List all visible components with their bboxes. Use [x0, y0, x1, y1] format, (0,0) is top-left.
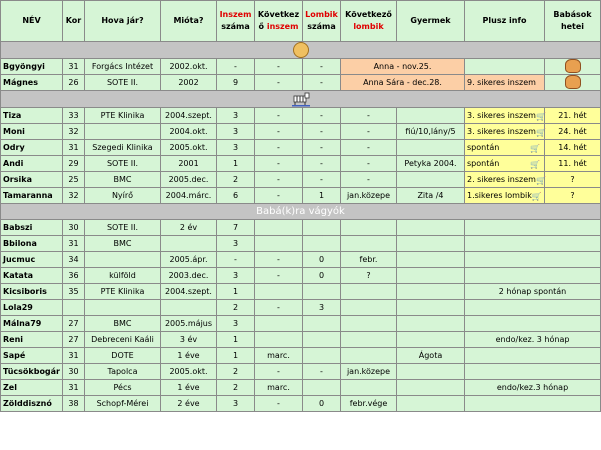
table-row [1, 188, 601, 204]
header-lombik [303, 1, 341, 42]
row-kor: 31 [63, 348, 85, 364]
row-miota: 1 éve [161, 348, 217, 364]
row-name: Sapé [1, 348, 63, 364]
row-name: Lola29 [1, 300, 63, 316]
row-kovlombik: febr.vége [341, 396, 397, 412]
header-inszem [217, 1, 255, 42]
table-row [1, 172, 601, 188]
row-kovetkez: - [255, 75, 303, 91]
row-hova: BMC [85, 236, 161, 252]
row-gyermek: Ágota [397, 348, 465, 364]
row-lombik: 3 [303, 300, 341, 316]
row-gyermek [397, 316, 465, 332]
row-gyermek [397, 332, 465, 348]
header-kovetkez [255, 1, 303, 42]
row-lombik: - [303, 140, 341, 156]
row-hova: PTE Klinika [85, 108, 161, 124]
table-row [1, 364, 601, 380]
row-miota: 2001 [161, 156, 217, 172]
row-plusz [465, 348, 601, 364]
row-miota: 2005.okt. [161, 140, 217, 156]
header-row [1, 1, 601, 42]
row-kovlombik: - [341, 108, 397, 124]
row-kovlombik: jan.közepe [341, 364, 397, 380]
row-het: 14. hét [545, 140, 601, 156]
row-het [545, 75, 601, 91]
row-miota: 2005.május [161, 316, 217, 332]
row-kovlombik [341, 300, 397, 316]
row-gyermek [397, 108, 465, 124]
row-plusz [465, 172, 545, 188]
row-lombik [303, 316, 341, 332]
row-kor [63, 300, 85, 316]
row-kovetkez [255, 316, 303, 332]
row-kovlombik: ? [341, 268, 397, 284]
stroller-icon: 🛒 [531, 191, 542, 201]
row-name: Orsika [1, 172, 63, 188]
row-gyermek [397, 364, 465, 380]
row-gyermek [397, 268, 465, 284]
row-kovetkez [255, 284, 303, 300]
table-row [1, 332, 601, 348]
section-title: Babá(k)ra vágyók [1, 204, 601, 220]
baby-icon [565, 59, 581, 73]
row-kovlombik [341, 220, 397, 236]
stroller-icon: 🛒 [530, 159, 540, 169]
row-plusz-text: 3. sikeres inszem [467, 126, 536, 136]
row-hova: Debreceni Kaáli [85, 332, 161, 348]
table-row [1, 252, 601, 268]
row-plusz-text: 2. sikeres inszem [467, 174, 536, 184]
row-plusz-text: spontán [467, 158, 500, 168]
row-gyermek [397, 396, 465, 412]
header-kovetkez-a: Következ [257, 10, 300, 19]
row-hova: DOTE [85, 348, 161, 364]
row-miota: 2004.szept. [161, 284, 217, 300]
row-inszem: 2 [217, 364, 255, 380]
row-lombik [303, 220, 341, 236]
row-lombik: - [303, 156, 341, 172]
row-inszem: 3 [217, 124, 255, 140]
header-kovlombik-b: lombik [353, 22, 384, 31]
row-kor: 35 [63, 284, 85, 300]
row-kor: 33 [63, 108, 85, 124]
row-kovlombik [341, 348, 397, 364]
row-name: Babszi [1, 220, 63, 236]
row-plusz: 2 hónap spontán [465, 284, 601, 300]
row-lombik [303, 284, 341, 300]
row-inszem: 2 [217, 380, 255, 396]
header-plusz: Plusz info [465, 1, 545, 42]
row-inszem: 2 [217, 172, 255, 188]
row-kovlombik [341, 236, 397, 252]
row-lombik [303, 236, 341, 252]
table-row [1, 236, 601, 252]
row-miota: 2004.szept. [161, 108, 217, 124]
row-name: Bgyöngyi [1, 59, 63, 75]
row-het: 11. hét [545, 156, 601, 172]
separator-zebra [1, 91, 601, 108]
row-kor: 29 [63, 156, 85, 172]
row-hova: Forgács Intézet [85, 59, 161, 75]
header-babasok [545, 1, 601, 42]
row-plusz [465, 220, 601, 236]
row-hova: Szegedi Klinika [85, 140, 161, 156]
row-kovetkez: - [255, 108, 303, 124]
row-miota: 3 év [161, 332, 217, 348]
row-inszem: 3 [217, 108, 255, 124]
row-inszem: 3 [217, 236, 255, 252]
stroller-icon: 🛒 [535, 175, 546, 185]
row-lombik: - [303, 59, 341, 75]
row-hova: SOTE II. [85, 75, 161, 91]
row-gyermek [397, 252, 465, 268]
row-kovetkez: - [255, 188, 303, 204]
row-plusz-text: 1.sikeres lombik [467, 190, 532, 200]
row-kovetkez: marc. [255, 380, 303, 396]
row-kovlombik [341, 380, 397, 396]
table-row [1, 300, 601, 316]
row-plusz [465, 140, 545, 156]
header-kovlombik [341, 1, 397, 42]
row-plusz [465, 188, 545, 204]
stroller-icon: 🛒 [535, 127, 546, 137]
row-name: Zölddisznó [1, 396, 63, 412]
table-row [1, 220, 601, 236]
row-kovetkez [255, 332, 303, 348]
row-lombik: 0 [303, 252, 341, 268]
row-miota: 2004.okt. [161, 124, 217, 140]
row-kovetkez: - [255, 156, 303, 172]
row-miota: 2005.ápr. [161, 252, 217, 268]
row-inszem: 3 [217, 316, 255, 332]
row-miota: 2002 [161, 75, 217, 91]
row-hova: Schopf-Mérei [85, 396, 161, 412]
header-kovetkez-b: ő [258, 22, 265, 31]
row-kor: 32 [63, 188, 85, 204]
row-plusz: 9. sikeres inszem [465, 75, 545, 91]
row-hova: Pécs [85, 380, 161, 396]
row-gyermek [397, 284, 465, 300]
row-gyermek: fiú/10,lány/5 [397, 124, 465, 140]
stroller-icon: 🛒 [535, 111, 546, 121]
row-inszem: 1 [217, 348, 255, 364]
row-het: ? [545, 188, 601, 204]
row-plusz [465, 108, 545, 124]
row-gyermek [397, 140, 465, 156]
row-kovetkez: - [255, 140, 303, 156]
row-kovetkez: - [255, 59, 303, 75]
row-gyermek [397, 380, 465, 396]
row-miota: 2005.okt. [161, 364, 217, 380]
row-hova [85, 124, 161, 140]
row-inszem: 3 [217, 140, 255, 156]
row-kovlombik: - [341, 172, 397, 188]
row-kovetkez: marc. [255, 348, 303, 364]
row-kovetkez [255, 220, 303, 236]
row-kor: 26 [63, 75, 85, 91]
row-plusz-text: spontán [467, 142, 500, 152]
row-lombik: - [303, 108, 341, 124]
row-lombik: - [303, 75, 341, 91]
header-nev: NÉV [1, 1, 63, 42]
row-gyermek [397, 220, 465, 236]
row-child-birth: Anna - nov.25. [341, 59, 465, 75]
row-name: Kicsiboris [1, 284, 63, 300]
row-gyermek [397, 236, 465, 252]
row-hova: külföld [85, 268, 161, 284]
header-babasok-a: Babások [553, 10, 592, 19]
header-inszem-a: Inszem [219, 10, 252, 19]
row-gyermek [397, 300, 465, 316]
zebra-icon [290, 91, 312, 107]
row-kovetkez: - [255, 396, 303, 412]
header-kovetkez-c: inszem [266, 22, 299, 31]
row-kovetkez: - [255, 300, 303, 316]
header-lombik-a: Lombik [305, 10, 338, 19]
row-name: Bbilona [1, 236, 63, 252]
row-lombik: - [303, 124, 341, 140]
row-het: 21. hét [545, 108, 601, 124]
row-kovlombik [341, 316, 397, 332]
row-het: 24. hét [545, 124, 601, 140]
row-name: Reni [1, 332, 63, 348]
row-plusz [465, 300, 601, 316]
row-lombik: - [303, 364, 341, 380]
header-lombik-b: száma [307, 22, 336, 31]
row-kor: 32 [63, 124, 85, 140]
row-plusz [465, 59, 545, 75]
row-hova: PTE Klinika [85, 284, 161, 300]
row-plusz-text: 3. sikeres inszem [467, 110, 536, 120]
row-plusz [465, 252, 601, 268]
row-kor: 36 [63, 268, 85, 284]
row-name: Tücsökbogár [1, 364, 63, 380]
row-miota: 2 éve [161, 396, 217, 412]
row-het: ? [545, 172, 601, 188]
row-hova: BMC [85, 172, 161, 188]
row-kovetkez: - [255, 252, 303, 268]
row-lombik [303, 332, 341, 348]
row-miota: 2002.okt. [161, 59, 217, 75]
row-plusz: endo/kez.3 hónap [465, 380, 601, 396]
header-babasok-b: hetei [560, 22, 585, 31]
row-kovlombik [341, 284, 397, 300]
row-kovlombik: - [341, 124, 397, 140]
row-gyermek: Petyka 2004. [397, 156, 465, 172]
row-name: Moni [1, 124, 63, 140]
row-inszem: 1 [217, 332, 255, 348]
row-kovlombik: - [341, 140, 397, 156]
row-kor: 31 [63, 236, 85, 252]
table-row [1, 140, 601, 156]
row-kor: 31 [63, 59, 85, 75]
row-plusz [465, 316, 601, 332]
header-gyermek: Gyermek [397, 1, 465, 42]
row-inszem: - [217, 252, 255, 268]
row-inszem: 6 [217, 188, 255, 204]
row-plusz [465, 268, 601, 284]
row-gyermek: Zita /4 [397, 188, 465, 204]
row-kor: 30 [63, 220, 85, 236]
row-kor: 27 [63, 316, 85, 332]
row-name: Zel [1, 380, 63, 396]
separator-smiley [1, 42, 601, 59]
row-inszem: - [217, 59, 255, 75]
header-kor: Kor [63, 1, 85, 42]
header-miota: Mióta? [161, 1, 217, 42]
row-name: Mágnes [1, 75, 63, 91]
row-miota: 2 év [161, 220, 217, 236]
baby-icon [565, 75, 581, 89]
row-kovetkez: - [255, 124, 303, 140]
row-inszem: 3 [217, 396, 255, 412]
row-kor: 38 [63, 396, 85, 412]
row-hova: BMC [85, 316, 161, 332]
row-gyermek [397, 172, 465, 188]
row-hova: Tapolca [85, 364, 161, 380]
row-inszem: 1 [217, 284, 255, 300]
row-child-birth: Anna Sára - dec.28. [341, 75, 465, 91]
row-inszem: 1 [217, 156, 255, 172]
row-kor: 31 [63, 380, 85, 396]
table-row [1, 316, 601, 332]
row-kor: 25 [63, 172, 85, 188]
table-row [1, 348, 601, 364]
row-hova [85, 252, 161, 268]
row-name: Andi [1, 156, 63, 172]
row-kor: 31 [63, 140, 85, 156]
row-miota [161, 236, 217, 252]
row-inszem: 3 [217, 268, 255, 284]
row-miota: 1 éve [161, 380, 217, 396]
row-plusz: endo/kez. 3 hónap [465, 332, 601, 348]
row-hova: SOTE II. [85, 220, 161, 236]
row-het [545, 59, 601, 75]
smiley-icon [293, 42, 309, 58]
row-kovetkez: - [255, 364, 303, 380]
section-band [1, 204, 601, 220]
row-name: Jucmuc [1, 252, 63, 268]
row-name: Málna79 [1, 316, 63, 332]
row-name: Tiza [1, 108, 63, 124]
row-lombik [303, 380, 341, 396]
row-inszem: 9 [217, 75, 255, 91]
header-hova: Hova jár? [85, 1, 161, 42]
table-row [1, 124, 601, 140]
row-name: Odry [1, 140, 63, 156]
table-row [1, 156, 601, 172]
row-hova: SOTE II. [85, 156, 161, 172]
row-inszem: 7 [217, 220, 255, 236]
row-kor: 30 [63, 364, 85, 380]
row-hova [85, 300, 161, 316]
table-row [1, 75, 601, 91]
stroller-icon: 🛒 [530, 143, 540, 153]
row-kovetkez: - [255, 268, 303, 284]
row-kor: 27 [63, 332, 85, 348]
row-lombik [303, 348, 341, 364]
row-name: Tamaranna [1, 188, 63, 204]
table-row [1, 59, 601, 75]
row-lombik: - [303, 172, 341, 188]
table-row [1, 284, 601, 300]
row-plusz [465, 364, 601, 380]
table-row [1, 380, 601, 396]
row-kovetkez [255, 236, 303, 252]
row-kovlombik: febr. [341, 252, 397, 268]
row-plusz [465, 156, 545, 172]
row-plusz [465, 236, 601, 252]
header-kovlombik-a: Következő [345, 10, 392, 19]
row-miota: 2003.dec. [161, 268, 217, 284]
table-row [1, 396, 601, 412]
row-miota: 2005.dec. [161, 172, 217, 188]
table-row [1, 268, 601, 284]
row-plusz [465, 396, 601, 412]
row-hova: Nyírő [85, 188, 161, 204]
row-kovlombik: jan.közepe [341, 188, 397, 204]
row-inszem: 2 [217, 300, 255, 316]
row-plusz [465, 124, 545, 140]
row-kor: 34 [63, 252, 85, 268]
row-name: Katata [1, 268, 63, 284]
row-kovlombik [341, 332, 397, 348]
row-kovlombik: - [341, 156, 397, 172]
table-row [1, 108, 601, 124]
row-lombik: 1 [303, 188, 341, 204]
header-inszem-b: száma [221, 22, 250, 31]
row-lombik: 0 [303, 268, 341, 284]
row-kovetkez: - [255, 172, 303, 188]
row-miota: 2004.márc. [161, 188, 217, 204]
row-lombik: 0 [303, 396, 341, 412]
row-miota [161, 300, 217, 316]
